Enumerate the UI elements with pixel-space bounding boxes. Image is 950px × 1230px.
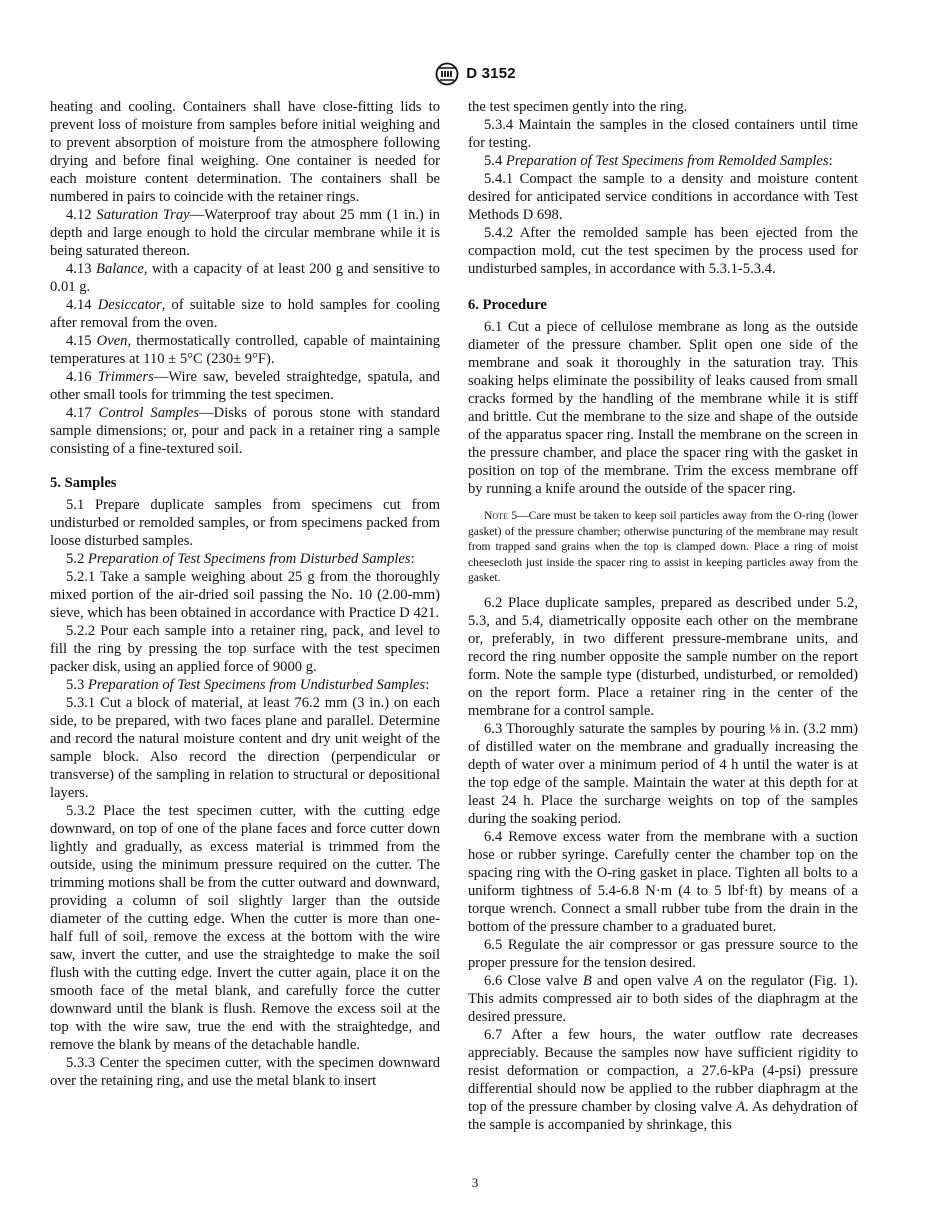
paragraph-continued: heating and cooling. Containers shall have close-fitting lids to prevent loss of moisture from samples before initial weighing and to prevent absorption of moisture from the atmosphere following drying and before final weighing. One container is needed for each moisture content determination. The containers shall be numbered in pairs to coincide with the retainer rings. <box>50 99 440 205</box>
paragraph-5-3-2: 5.3.2 Place the test specimen cutter, with the cutting edge downward, on top of one of the plane faces and force cutter down lightly and gradually, as excess material is trimmed from the outside, using the minimum pressure required on the cutter. The trimming motions shall be from the cutter outward and downward, providing a column of soil slightly larger than the outside diameter of the cutting edge. When the cutter is more than one-half full of soil, remove the excess at the bottom with the wire saw, invert the cutter, and use the straightedge to make the soil flush with the cutting edge. Invert the cutter again, place it on the smooth face of the metal blank, and carefully force the cutter downward until the blank is flush. Remove the excess soil at the top with the wire saw, true the end with the straightedge, and remove the blank by means of the detachable handle. <box>50 803 440 1053</box>
paragraph-4-17: 4.17 Control Samples—Disks of porous stone with standard sample dimensions; or, pour and pack in a retainer ring a sample consisting of a fine-textured soil. <box>50 405 440 457</box>
paragraph-6-2: 6.2 Place duplicate samples, prepared as described under 5.2, 5.3, and 5.4, diametrically opposite each other on the membrane or, preferably, in two different pressure-membrane units, and record the ring number opposite the sample number on the report form. Note the sample type (disturbed, undisturbed, or remolded) on the report form. Place a retainer ring in the center of the membrane for a control sample. <box>468 594 858 719</box>
astm-logo-icon <box>434 62 460 86</box>
paragraph-4-16: 4.16 Trimmers—Wire saw, beveled straightedge, spatula, and other small tools for trimming the test specimen. <box>50 369 440 403</box>
paragraph-4-13: 4.13 Balance, with a capacity of at least 200 g and sensitive to 0.01 g. <box>50 261 440 295</box>
page-header <box>0 62 950 86</box>
paragraph-5-2-1: 5.2.1 Take a sample weighing about 25 g from the thoroughly mixed portion of the air-dried soil passing the No. 10 (2.00-mm) sieve, which has been obtained in accordance with Practice D 421. <box>50 569 440 621</box>
paragraph-5-3-1: 5.3.1 Cut a block of material, at least 76.2 mm (3 in.) on each side, to be prepared, with two faces plane and parallel. Determine and record the natural moisture content and dry unit weight of the sample block. Also record the direction (perpendicular or transverse) of the sampling in relation to structural or depositional layers. <box>50 695 440 801</box>
paragraph-5-4-2: 5.4.2 After the remolded sample has been ejected from the compaction mold, cut the test specimen by the process used for undisturbed samples, in accordance with 5.3.1-5.3.4. <box>468 225 858 277</box>
paragraph-6-4: 6.4 Remove excess water from the membrane with a suction hose or rubber syringe. Carefully center the chamber top on the spacing ring with the O-ring gasket in place. Tighten all bolts to a uniform tightness of 5.4-6.8 N·m (4 to 5 lbf·ft) by means of a torque wrench. Connect a small rubber tube from the drain in the bottom of the pressure chamber to a graduated buret. <box>468 828 858 935</box>
paragraph-4-15: 4.15 Oven, thermostatically controlled, capable of maintaining temperatures at 110 ± 5°C (230± 9°F). <box>50 333 440 367</box>
paragraph-5-4-1: 5.4.1 Compact the sample to a density and moisture content desired for anticipated service conditions in accordance with Test Methods D 698. <box>468 171 858 223</box>
paragraph-5-3: 5.3 Preparation of Test Specimens from Undisturbed Samples: <box>66 677 430 693</box>
paragraph-5-3-3: 5.3.3 Center the specimen cutter, with the specimen downward over the retaining ring, and use the metal blank to insert <box>50 1055 440 1089</box>
paragraph-5-2-2: 5.2.2 Pour each sample into a retainer ring, pack, and level to fill the ring by pressing the top surface with the test specimen packer disk, using an applied force of 9000 g. <box>50 623 440 675</box>
standard-designation: D 3152 <box>466 65 516 82</box>
left-column <box>50 98 440 1090</box>
paragraph-6-3: 6.3 Thoroughly saturate the samples by pouring ⅛ in. (3.2 mm) of distilled water on the membrane and gradually increasing the depth of water over a minimum period of 4 h until the water is at the top edge of the sample. Maintain the water at this depth for at least 24 h. Place the surcharge weights on top of the samples during the soaking period. <box>468 720 858 827</box>
section-heading-procedure: 6. Procedure <box>468 297 547 313</box>
paragraph-5-4: 5.4 Preparation of Test Specimens from Remolded Samples: <box>484 153 833 169</box>
paragraph-4-12: 4.12 Saturation Tray—Waterproof tray about 25 mm (1 in.) in depth and large enough to hold the circular membrane while it is being saturated thereon. <box>50 207 440 259</box>
paragraph-6-6: 6.6 Close valve B and open valve A on the regulator (Fig. 1). This admits compressed air to both sides of the diaphragm at the desired pressure. <box>468 972 858 1025</box>
paragraph-5-3-4: 5.3.4 Maintain the samples in the closed containers until time for testing. <box>468 117 858 151</box>
paragraph-6-5: 6.5 Regulate the air compressor or gas pressure source to the proper pressure for the tension desired. <box>468 936 858 971</box>
paragraph-6-1: 6.1 Cut a piece of cellulose membrane as long as the outside diameter of the pressure chamber. Split open one side of the membrane and soak it thoroughly in the saturation tray. This soaking helps eliminate the possibility of leaks caused from small cracks formed by the handling of the membrane while it is stiff and brittle. Cut the membrane to the size and shape of the outside of the apparatus spacer ring. Install the membrane on the screen in the pressure chamber, and place the spacer ring with the gasket in position on top of the membrane. Trim the excess membrane off by running a knife around the outside of the spacer ring. <box>468 319 858 497</box>
paragraph-6-7: 6.7 After a few hours, the water outflow rate decreases appreciably. Because the samples now have sufficient rigidity to resist deformation or compaction, a 27.6-kPa (4-psi) pressure differential should now be applied to the rubber diaphragm at the top of the pressure chamber by closing valve A. As dehydration of the sample is accompanied by shrinkage, this <box>468 1026 858 1133</box>
paragraph-4-14: 4.14 Desiccator, of suitable size to hold samples for cooling after removal from the oven. <box>50 297 440 331</box>
paragraph-continued: the test specimen gently into the ring. <box>468 99 688 115</box>
paragraph-5-1: 5.1 Prepare duplicate samples from specimens cut from undisturbed or remolded samples, or from specimens packed from loose disturbed samples. <box>50 497 440 549</box>
right-column <box>468 98 858 1134</box>
paragraph-5-2: 5.2 Preparation of Test Specimens from Disturbed Samples: <box>66 551 415 567</box>
page-number: 3 <box>471 1175 479 1190</box>
note-5: Note 5—Care must be taken to keep soil particles away from the O-ring (lower gasket) of the pressure chamber; otherwise puncturing of the membrane may result from trapped sand grains when the top is clamped down. Place a ring of moist cheesecloth just inside the spacer ring to assist in keeping particles away from the gasket. <box>468 509 858 584</box>
section-heading-samples: 5. Samples <box>50 475 117 491</box>
